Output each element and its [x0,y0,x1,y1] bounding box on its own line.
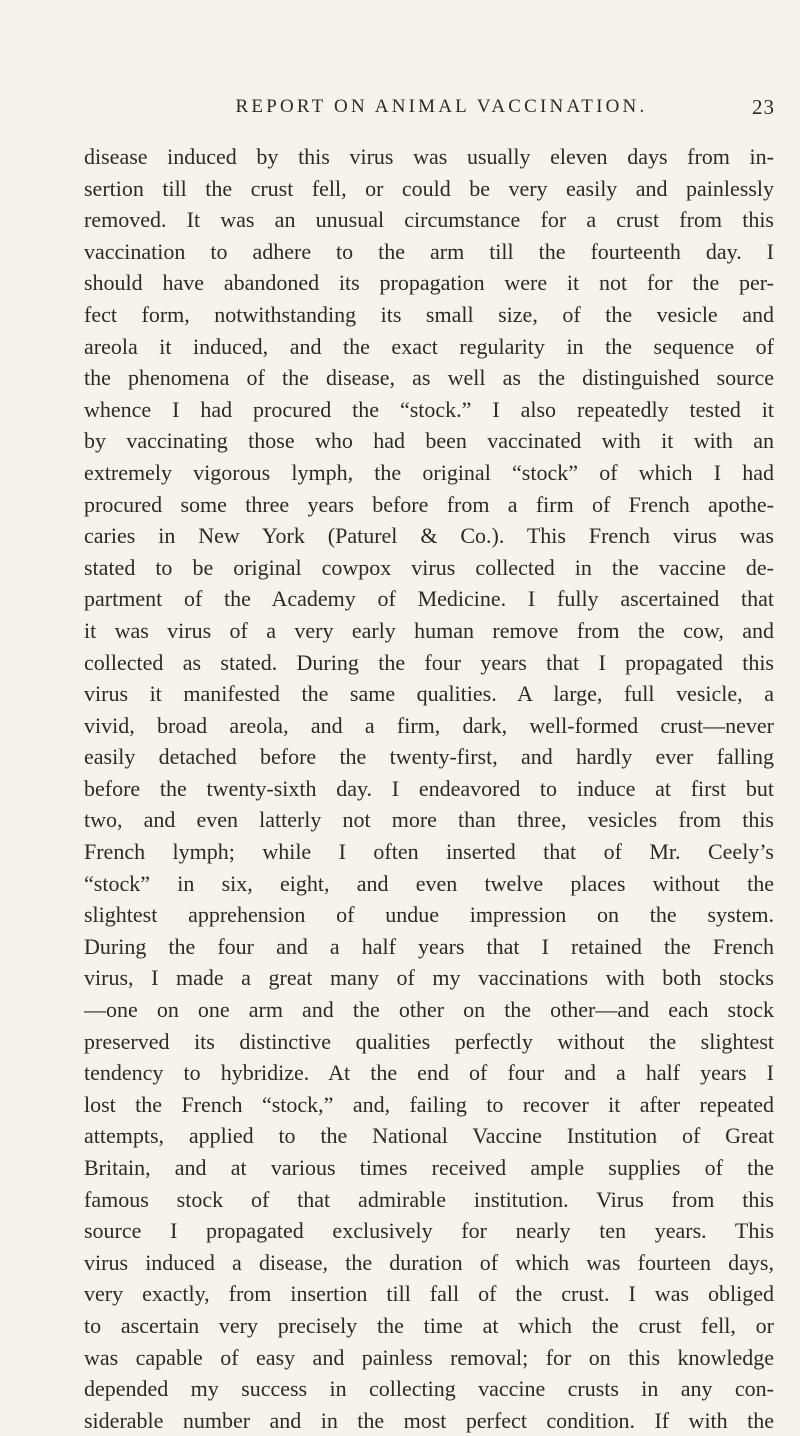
text-line: —one on one arm and the other on the other—and each stock [84,997,774,1023]
text-line: the phenomena of the disease, as well as the distinguished source [84,365,774,391]
text-line: During the four and a half years that I retained the French [84,933,774,959]
text-line: slightest apprehension of undue impression on the system. [84,902,774,928]
text-line: by vaccinating those who had been vaccinated with it with an [84,428,774,454]
text-line: virus, I made a great many of my vaccinations with both stocks [84,965,774,991]
text-line: should have abandoned its propagation were it not for the per- [84,270,774,296]
text-line: was capable of easy and painless removal; for on this knowledge [84,1344,774,1370]
text-line: preserved its distinctive qualities perfectly without the slightest [84,1028,774,1054]
text-line: whence I had procured the “stock.” I also repeatedly tested it [84,396,774,422]
text-line: it was virus of a very early human remove from the cow, and [84,617,774,643]
running-head [70,92,775,122]
text-line: easily detached before the twenty-first, and hardly ever falling [84,744,774,770]
text-line: lost the French “stock,” and, failing to recover it after repeated [84,1091,774,1117]
text-line: vivid, broad areola, and a firm, dark, well-formed crust—never [84,712,774,738]
running-title: REPORT ON ANIMAL VACCINATION. [235,96,648,117]
text-line: collected as stated. During the four years that I propagated this [84,649,774,675]
text-line: areola it induced, and the exact regularity in the sequence of [84,333,774,359]
text-line: source I propagated exclusively for nearly ten years. This [84,1218,774,1244]
text-line: sertion till the crust fell, or could be very easily and painlessly [84,175,774,201]
text-line: “stock” in six, eight, and even twelve places without the [84,870,774,896]
text-line: virus it manifested the same qualities. A large, full vesicle, a [84,681,774,707]
text-line: two, and even latterly not more than three, vesicles from this [84,807,774,833]
text-line: procured some three years before from a firm of French apothe- [84,491,774,517]
text-line: fect form, notwithstanding its small size, of the vesicle and [84,301,774,327]
text-line: before the twenty-sixth day. I endeavored to induce at first but [84,775,774,801]
text-line: siderable number and in the most perfect condition. If with the [84,1407,774,1433]
text-line: extremely vigorous lymph, the original “stock” of which I had [84,459,774,485]
text-line: depended my success in collecting vaccine crusts in any con- [84,1376,774,1402]
text-line: French lymph; while I often inserted that of Mr. Ceely’s [84,839,774,865]
text-line: tendency to hybridize. At the end of four and a half years I [84,1060,774,1086]
body-text [84,141,774,1436]
text-line: virus induced a disease, the duration of which was fourteen days, [84,1249,774,1275]
text-line: stated to be original cowpox virus collected in the vaccine de- [84,554,774,580]
text-line: vaccination to adhere to the arm till the fourteenth day. I [84,238,774,264]
text-line: caries in New York (Paturel & Co.). This French virus was [84,523,774,549]
text-line: famous stock of that admirable institution. Virus from this [84,1186,774,1212]
text-line: partment of the Academy of Medicine. I fully ascertained that [84,586,774,612]
text-line: removed. It was an unusual circumstance for a crust from this [84,207,774,233]
text-line: to ascertain very precisely the time at which the crust fell, or [84,1312,774,1338]
text-line: Britain, and at various times received ample supplies of the [84,1155,774,1180]
page-number: 23 [752,95,775,119]
text-line: disease induced by this virus was usually eleven days from in- [84,144,774,169]
text-line: very exactly, from insertion till fall of the crust. I was obliged [84,1281,774,1307]
text-line: attempts, applied to the National Vaccine Institution of Great [84,1123,774,1149]
